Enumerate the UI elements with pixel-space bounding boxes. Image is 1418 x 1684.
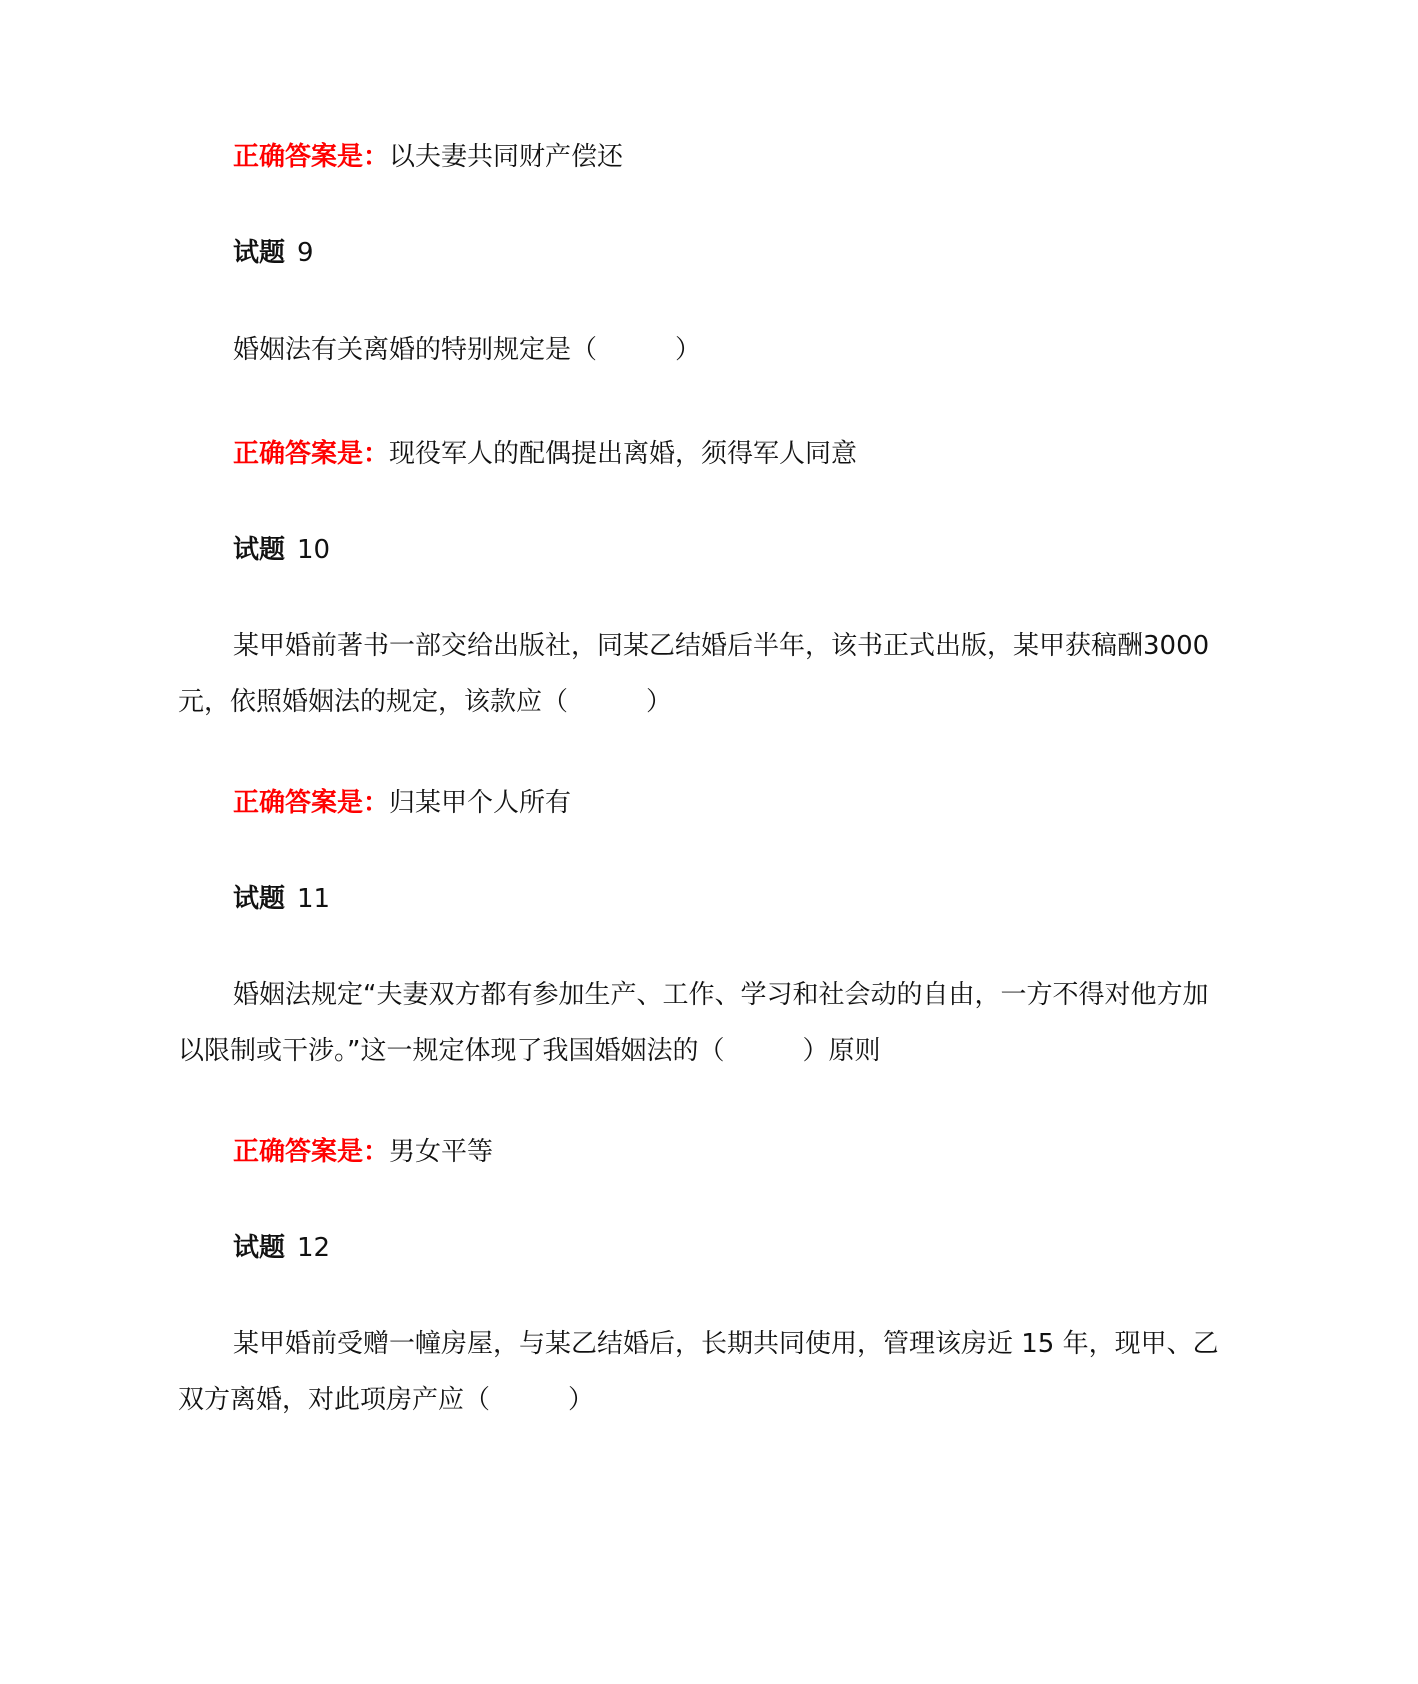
- question-number: 9: [297, 238, 314, 268]
- answer-text: 现役军人的配偶提出离婚，须得军人同意: [389, 439, 858, 469]
- answer-label: 正确答案是：: [233, 1137, 390, 1167]
- answer-text: 男女平等: [389, 1137, 494, 1167]
- answer-text: 归某甲个人所有: [389, 788, 572, 818]
- question-heading: [233, 1233, 330, 1263]
- question-number: 12: [297, 1233, 331, 1263]
- question-number: 10: [297, 535, 331, 565]
- question-label: 试题: [233, 535, 286, 565]
- answer-line: [233, 439, 857, 469]
- question-heading: [233, 535, 330, 565]
- answer-line: [233, 1137, 493, 1167]
- answer-label: 正确答案是：: [233, 142, 390, 172]
- question-label: 试题: [233, 1233, 286, 1263]
- question-number: 11: [297, 884, 331, 914]
- answer-text: 以夫妻共同财产偿还: [389, 142, 624, 172]
- question-label: 试题: [233, 238, 286, 268]
- answer-label: 正确答案是：: [233, 788, 390, 818]
- answer-line: [233, 142, 623, 172]
- question-text: 婚姻法有关离婚的特别规定是（ ）: [233, 335, 702, 365]
- question-heading: [233, 884, 330, 914]
- question-heading: [233, 238, 314, 268]
- question-label: 试题: [233, 884, 286, 914]
- question-text: 婚姻法规定“夫妻双方都有参加生产、工作、学习和社会动的自由，一方不得对他方加以限制或干涉。”这一规定体现了我国婚姻法的（ ）原则: [178, 980, 1209, 1066]
- question-text: 某甲婚前著书一部交给出版社，同某乙结婚后半年，该书正式出版，某甲获稿酬3000元，依照婚姻法的规定，该款应（ ）: [178, 631, 1210, 717]
- question-text: 某甲婚前受赠一幢房屋，与某乙结婚后，长期共同使用，管理该房近 15 年，现甲、乙双方离婚，对此项房产应（ ）: [178, 1329, 1219, 1415]
- answer-line: [233, 788, 571, 818]
- answer-label: 正确答案是：: [233, 439, 390, 469]
